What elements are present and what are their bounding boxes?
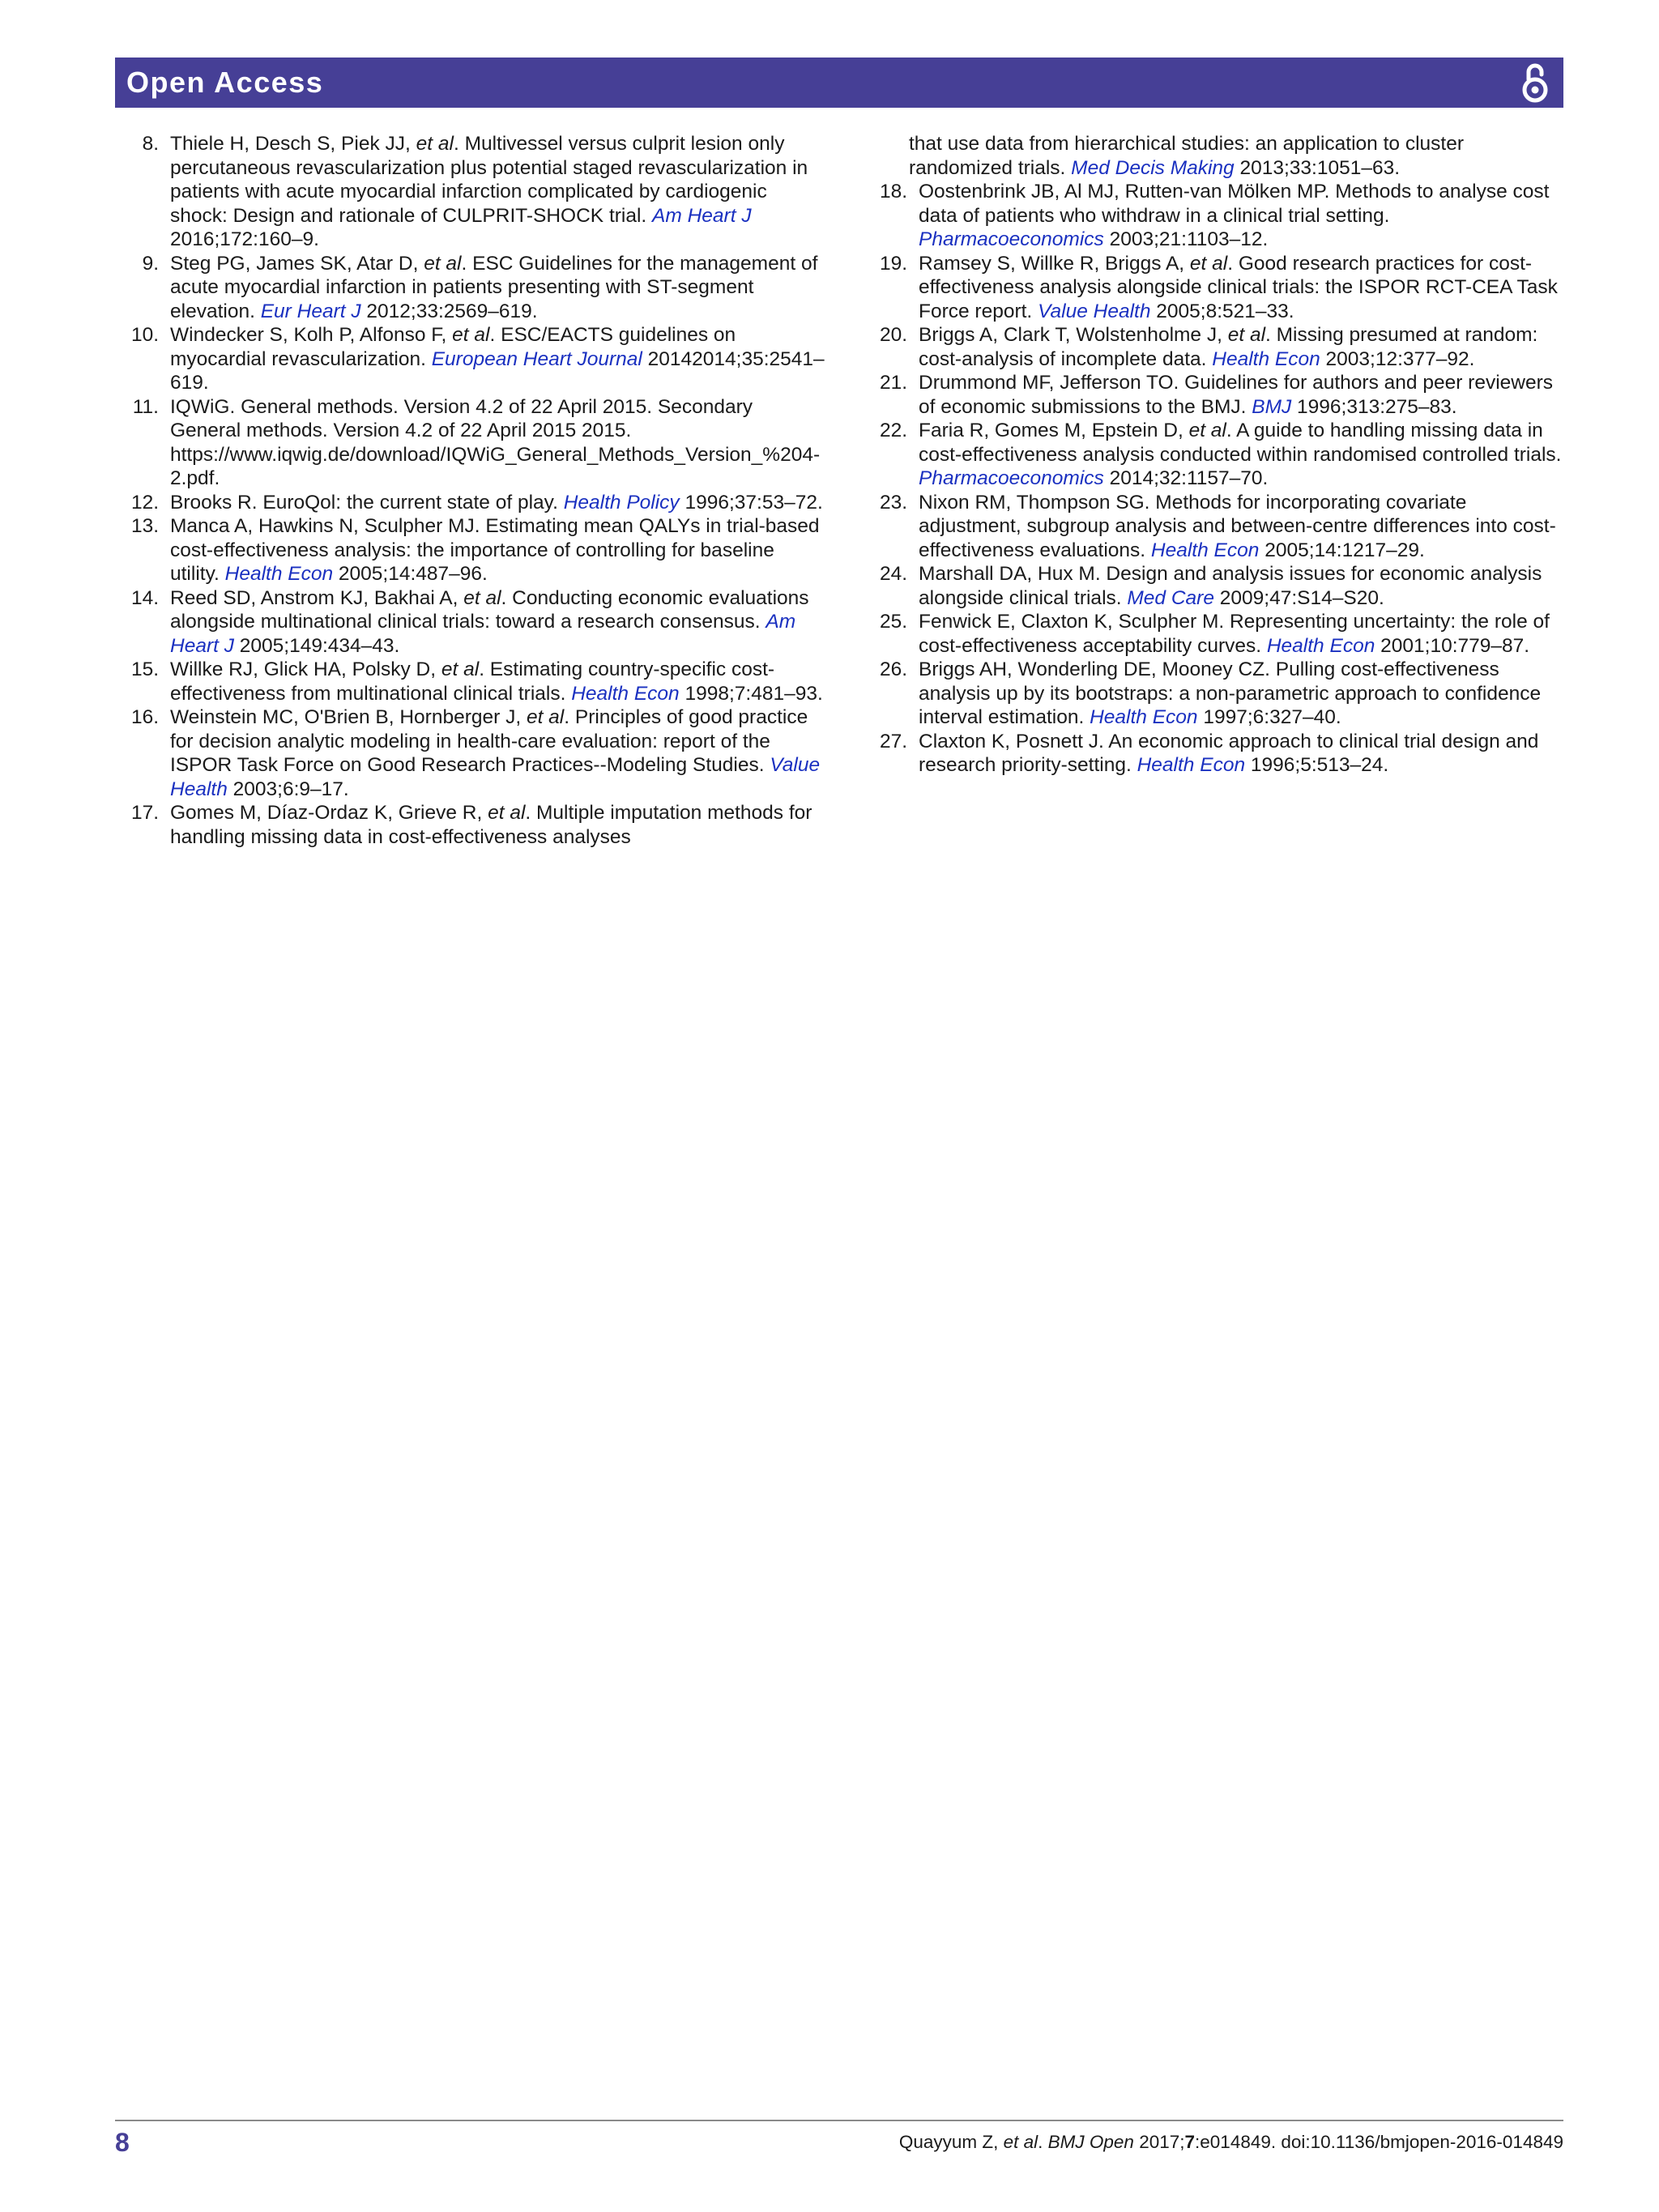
reference-authors-title: Ramsey S, Willke R, Briggs A, — [919, 252, 1190, 275]
open-access-lock-icon — [1521, 62, 1549, 104]
reference-text — [907, 610, 1563, 658]
reference-journal-link[interactable]: Eur Heart J — [260, 300, 361, 322]
footer-citation — [899, 2132, 1563, 2153]
reference-journal-link[interactable]: Med Care — [1127, 586, 1214, 609]
reference-citation-details: 2005;149:434–43. — [233, 634, 400, 657]
reference-journal-link[interactable]: Pharmacoeconomics — [919, 228, 1104, 250]
reference-journal-link[interactable]: Value Health — [1038, 300, 1151, 322]
reference-journal-link[interactable]: Health Econ — [1137, 754, 1246, 776]
reference-item — [115, 514, 828, 586]
reference-number: 9. — [142, 252, 159, 275]
footer-journal: BMJ Open — [1047, 2132, 1134, 2152]
reference-number: 20. — [879, 324, 907, 346]
reference-title: . ESC Guidelines for the management of acute myocardial infarction in patients presenting with ST-segment elevation. — [170, 252, 818, 322]
reference-citation-details: 1996;5:513–24. — [1245, 754, 1389, 776]
reference-number: 24. — [879, 563, 907, 585]
page-number: 8 — [115, 2128, 130, 2157]
reference-number: 22. — [879, 420, 907, 441]
reference-journal-link[interactable]: Health Econ — [1150, 539, 1260, 561]
reference-journal-link[interactable]: Health Econ — [1212, 347, 1320, 370]
reference-text — [907, 419, 1563, 491]
reference-et-al: et al — [452, 324, 490, 346]
reference-number: 11. — [132, 395, 159, 418]
open-access-banner — [115, 58, 1563, 108]
reference-17-continued — [864, 132, 1563, 180]
footer-authors: Quayyum Z, — [898, 2132, 1004, 2152]
reference-item — [115, 491, 828, 515]
reference-authors-title: Faria R, Gomes M, Epstein D, — [919, 420, 1189, 441]
reference-authors-title: Thiele H, Desch S, Piek JJ, — [170, 133, 416, 155]
reference-authors-title: Weinstein MC, O'Brien B, Hornberger J, — [170, 706, 527, 728]
reference-authors-title: IQWiG. General methods. Version 4.2 of 22 April 2015. Secondary General methods. Version 4.2 of 22 April 2015 2015. https://www.iqwig.de/download/IQWiG_General_Methods_Version_%204-2.pdf. — [170, 395, 821, 489]
reference-title: . ESC/EACTS guidelines on myocardial revascularization. — [170, 324, 736, 370]
reference-number: 18. — [879, 181, 907, 202]
reference-text — [159, 705, 828, 801]
reference-text — [907, 252, 1563, 324]
reference-journal-link[interactable]: Health Econ — [1090, 706, 1198, 728]
reference-text — [907, 658, 1563, 730]
reference-number: 10. — [130, 324, 159, 346]
reference-authors-title: Steg PG, James SK, Atar D, — [170, 252, 424, 275]
reference-citation-details: 2014;32:1157–70. — [1103, 467, 1269, 489]
reference-item — [864, 730, 1563, 778]
reference-item — [115, 658, 828, 705]
reference-number: 25. — [879, 611, 907, 633]
reference-text — [907, 371, 1563, 419]
reference-item — [115, 586, 828, 658]
reference-text — [159, 514, 828, 586]
reference-citation-details: 2003;12:377–92. — [1320, 347, 1475, 370]
reference-journal-link[interactable]: Value Health — [170, 754, 821, 800]
reference-item — [864, 371, 1563, 419]
footer-volume: 7 — [1184, 2132, 1196, 2152]
banner-title: Open Access — [126, 66, 324, 99]
reference-text — [159, 252, 828, 324]
footer-etal: et al — [1003, 2132, 1038, 2152]
reference-citation-details: 2001;10:779–87. — [1375, 634, 1530, 657]
reference-item — [864, 562, 1563, 610]
reference-citation-details: 20142014;35:2541–619. — [170, 347, 825, 394]
reference-journal-link[interactable]: Health Econ — [224, 563, 334, 585]
ref17-cont-text: that use data from hierarchical studies: an application to cluster randomized trials. — [909, 133, 1465, 179]
reference-text — [907, 323, 1563, 371]
reference-citation-details: 1997;6:327–40. — [1197, 706, 1341, 728]
reference-et-al: et al — [416, 133, 454, 155]
footer-rule — [115, 2120, 1563, 2121]
reference-citation-details: 2005;14:487–96. — [333, 563, 488, 585]
reference-number: 27. — [879, 730, 907, 752]
reference-et-al: et al — [463, 586, 501, 609]
reference-number: 21. — [879, 372, 907, 394]
reference-journal-link[interactable]: Health Policy — [563, 491, 680, 514]
reference-authors-title: Oostenbrink JB, Al MJ, Rutten-van Mölken MP. Methods to analyse cost data of patients who withdraw in a clinical trial setting. — [919, 181, 1550, 227]
reference-journal-link[interactable]: European Heart Journal — [431, 347, 642, 370]
footer-sep: . — [1038, 2132, 1048, 2152]
reference-item — [864, 658, 1563, 730]
reference-et-al: et al — [441, 658, 480, 680]
ref17-cont-tail: 2013;33:1051–63. — [1234, 156, 1401, 179]
footer-year: 2017; — [1133, 2132, 1185, 2152]
reference-authors-title: Claxton K, Posnett J. An economic approach to clinical trial design and research priority-setting. — [919, 730, 1539, 776]
reference-authors-title: Briggs AH, Wonderling DE, Mooney CZ. Pulling cost-effectiveness analysis up by its bootstraps: a non-parametric approach to confidence interval estimation. — [919, 658, 1542, 728]
reference-item — [864, 419, 1563, 491]
reference-text — [159, 323, 828, 395]
ref17-cont-journal-link[interactable]: Med Decis Making — [1071, 156, 1235, 179]
reference-authors-title: Fenwick E, Claxton K, Sculpher M. Representing uncertainty: the role of cost-effectiveness acceptability curves. — [919, 611, 1550, 657]
reference-text — [159, 395, 828, 491]
reference-title: . Missing presumed at random: cost-analysis of incomplete data. — [919, 324, 1538, 370]
reference-item — [115, 395, 828, 491]
reference-authors-title: Manca A, Hawkins N, Sculpher MJ. Estimating mean QALYs in trial-based cost-effectiveness analysis: the importance of controlling for baseline utility. — [170, 515, 820, 585]
reference-authors-title: Windecker S, Kolh P, Alfonso F, — [170, 324, 453, 346]
reference-citation-details: 2005;8:521–33. — [1150, 300, 1294, 322]
reference-authors-title: Marshall DA, Hux M. Design and analysis issues for economic analysis alongside clinical trials. — [919, 563, 1542, 609]
reference-text — [159, 658, 828, 705]
reference-citation-details: 2012;33:2569–619. — [360, 300, 538, 322]
reference-text — [907, 562, 1563, 610]
reference-item — [115, 252, 828, 324]
footer-doi: :e014849. doi:10.1136/bmjopen-2016-014849 — [1195, 2132, 1563, 2152]
reference-title: . Conducting economic evaluations alongside multinational clinical trials: toward a research consensus. — [170, 586, 809, 633]
reference-number: 19. — [879, 252, 907, 275]
reference-authors-title: Brooks R. EuroQol: the current state of play. — [170, 491, 564, 514]
reference-et-al: et al — [1227, 324, 1266, 346]
reference-number: 13. — [130, 515, 159, 537]
reference-citation-details: 2016;172:160–9. — [170, 228, 319, 250]
reference-authors-title: Gomes M, Díaz-Ordaz K, Grieve R, — [170, 802, 488, 824]
reference-citation-details: 2003;6:9–17. — [227, 778, 349, 800]
reference-journal-link[interactable]: Pharmacoeconomics — [919, 467, 1104, 489]
reference-text — [907, 491, 1563, 563]
reference-text — [159, 132, 828, 252]
reference-title: . A guide to handling missing data in cost-effectiveness analysis conducted within randomised controlled trials. — [919, 420, 1562, 466]
reference-number: 16. — [130, 706, 159, 728]
reference-citation-details: 1998;7:481–93. — [679, 682, 823, 705]
reference-title: . Good research practices for cost-effectiveness analysis alongside clinical trials: the ISPOR RCT-CEA Task Force report. — [919, 252, 1558, 322]
reference-number: 23. — [879, 491, 907, 514]
reference-number: 12. — [130, 491, 159, 514]
reference-item — [115, 132, 828, 252]
references-right-column — [864, 132, 1563, 778]
reference-text — [907, 730, 1563, 778]
reference-authors-title: Nixon RM, Thompson SG. Methods for incorporating covariate adjustment, subgroup analysis and between-centre differences into cost-effectiveness evaluations. — [919, 491, 1556, 561]
reference-citation-details: 1996;313:275–83. — [1291, 395, 1457, 418]
reference-et-al: et al — [424, 252, 462, 275]
reference-authors-title: Briggs A, Clark T, Wolstenholme J, — [919, 324, 1228, 346]
reference-et-al: et al — [526, 706, 565, 728]
references-left-column — [115, 132, 828, 849]
reference-citation-details: 2005;14:1217–29. — [1259, 539, 1425, 561]
reference-title: . Principles of good practice for decision analytic modeling in health-care evaluation: report of the ISPOR Task Force on Good Research Practices--Modeling Studies. — [170, 706, 808, 776]
reference-number: 15. — [130, 658, 159, 680]
reference-item — [864, 610, 1563, 658]
reference-item — [115, 801, 828, 849]
reference-title: . Estimating country-specific cost-effectiveness from multinational clinical trials. — [170, 658, 775, 705]
reference-journal-link[interactable]: Am Heart J — [170, 611, 796, 657]
reference-et-al: et al — [488, 802, 526, 824]
reference-journal-link[interactable]: Health Econ — [571, 682, 680, 705]
reference-authors-title: Reed SD, Anstrom KJ, Bakhai A, — [170, 586, 464, 609]
reference-number: 17. — [130, 802, 159, 824]
reference-item — [864, 491, 1563, 563]
reference-title: . Multivessel versus culprit lesion only percutaneous revascularization plus potential staged revascularization in patients with acute myocardial infarction complicated by cardiogenic shock: Design and rationale of CULPRIT-SHOCK trial. — [170, 133, 808, 227]
reference-list-left — [115, 132, 828, 849]
reference-item — [864, 252, 1563, 324]
reference-authors-title: Drummond MF, Jefferson TO. Guidelines for authors and peer reviewers of economic submissions to the BMJ. — [919, 372, 1553, 418]
reference-item — [864, 180, 1563, 252]
reference-journal-link[interactable]: Am Heart J — [652, 204, 752, 227]
reference-number: 14. — [130, 586, 159, 609]
reference-text — [159, 586, 828, 658]
reference-text — [159, 491, 828, 515]
reference-text — [907, 180, 1563, 252]
reference-title: . Multiple imputation methods for handling missing data in cost-effectiveness analyses — [170, 802, 812, 848]
reference-authors-title: Willke RJ, Glick HA, Polsky D, — [170, 658, 441, 680]
reference-journal-link[interactable]: Health Econ — [1266, 634, 1375, 657]
reference-number: 26. — [879, 658, 907, 680]
reference-item — [115, 323, 828, 395]
reference-journal-link[interactable]: BMJ — [1252, 395, 1292, 418]
reference-citation-details: 1996;37:53–72. — [679, 491, 823, 514]
reference-list-right — [864, 180, 1563, 778]
reference-item — [115, 705, 828, 801]
reference-citation-details: 2009;47:S14–S20. — [1213, 586, 1384, 609]
reference-et-al: et al — [1188, 420, 1226, 441]
reference-item — [864, 323, 1563, 371]
reference-text — [159, 801, 828, 849]
reference-number: 8. — [142, 133, 159, 155]
reference-citation-details: 2003;21:1103–12. — [1103, 228, 1269, 250]
reference-et-al: et al — [1189, 252, 1228, 275]
